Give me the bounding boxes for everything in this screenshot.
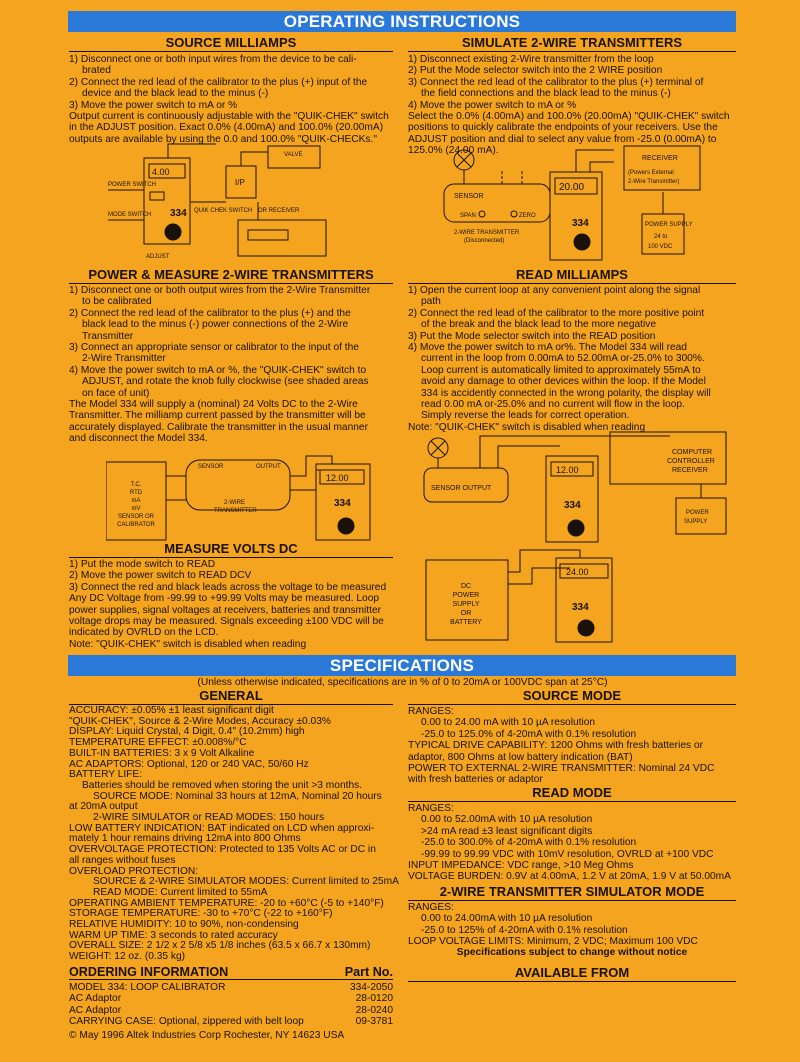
- computer-label: COMPUTER: [672, 449, 713, 456]
- ordering-item: MODEL 334: LOOP CALIBRATOR: [69, 982, 226, 993]
- text-line: 125.0% (24.00 mA).: [408, 145, 499, 157]
- general-title: GENERAL: [69, 689, 393, 705]
- receiver-note-1: (Powers External: [628, 170, 674, 176]
- text-line: 1) Put the mode switch to READ: [69, 559, 216, 570]
- source-mode-title: SOURCE MODE: [408, 689, 736, 705]
- ordering-item: AC Adaptor: [69, 993, 122, 1005]
- ma-label: mA: [131, 498, 141, 504]
- spec-line: RANGES:: [408, 803, 454, 814]
- valve-label: VALVE: [284, 152, 303, 158]
- ordering-row: [69, 1005, 393, 1016]
- spec-line: SOURCE MODE: Nominal 33 hours at 12mA, Nominal 20 hours: [93, 790, 382, 802]
- lcd-readout: 20.00: [559, 182, 585, 193]
- text-line: current in the loop from 0.00mA to 52.00mA or-25.0% to 300%.: [421, 353, 705, 365]
- text-line: of the break and the black lead to the more negative: [421, 319, 657, 331]
- text-line: indicated by OVRLD on the LCD.: [69, 627, 219, 639]
- available-from-title: AVAILABLE FROM: [408, 966, 736, 982]
- text-line: Transmitter: [82, 330, 134, 342]
- transmitter-label: 2-WIRE TRANSMITTER: [454, 230, 520, 236]
- power-supply-label: POWER SUPPLY: [645, 222, 693, 228]
- spec-line: OPERATING AMBIENT TEMPERATURE: -20 to +60°C (-5 to +140°F): [69, 897, 384, 909]
- text-line: 1) Open the current loop at any convenient point along the signal: [408, 285, 701, 296]
- spec-line: ACCURACY: ±0.05% ±1 least significant digit: [69, 705, 274, 716]
- spec-line: adaptor, 800 Ohms at low battery indication (BAT): [408, 751, 633, 763]
- ordering-row: [69, 982, 393, 993]
- span-label: SPAN: [460, 213, 476, 219]
- mv-label: mV: [131, 506, 141, 512]
- spec-line: at 20mA output: [69, 801, 138, 813]
- measure-volts-title: MEASURE VOLTS DC: [69, 542, 393, 558]
- spec-line: AC ADAPTORS: Optional, 120 or 240 VAC, 50/60 Hz: [69, 758, 309, 770]
- spec-line: RELATIVE HUMIDITY: 10 to 90%, non-condensing: [69, 919, 299, 931]
- text-line: 2-Wire Transmitter: [82, 353, 166, 365]
- text-line: in the ADJUST position. Exact 0.0% (4.00mA) and 100.0% (20.00mA): [69, 122, 384, 134]
- text-line: black lead to the minus (-) power connections of the 2-Wire: [82, 319, 349, 331]
- sensor-label: SENSOR: [198, 464, 224, 470]
- measure-volts-text: [69, 559, 399, 650]
- ordering-row: [69, 1016, 393, 1027]
- lcd-readout: 12.00: [326, 473, 349, 483]
- ordering-item: AC Adaptor: [69, 1004, 122, 1016]
- quik-chek-label: QUIK CHEK SWITCH: [194, 208, 253, 214]
- text-line: 3) Put the Mode selector switch into the READ position: [408, 330, 656, 342]
- supply-label: SUPPLY: [452, 601, 480, 608]
- spec-line: >24 mA read ±3 least significant digits: [421, 825, 593, 837]
- controller-label: CONTROLLER: [667, 458, 715, 465]
- text-line: 1) Disconnect existing 2-Wire transmitter from the loop: [408, 54, 654, 65]
- text-line: Select the 0.0% (4.00mA) and 100.0% (20.00mA) "QUIK-CHEK" switch: [408, 111, 730, 123]
- read-mode-specs: [408, 803, 742, 883]
- power-switch-label: POWER SWITCH: [108, 182, 156, 188]
- spec-line: READ MODE: Current limited to 55mA: [93, 886, 268, 898]
- transmitter-label-2: TRANSMITTER: [214, 508, 257, 514]
- text-line: outputs are available by using the 0.0 and 100.0% "QUIK-CHECKs.": [69, 133, 377, 145]
- receiver-note-2: 2-Wire Transmitter): [628, 179, 680, 185]
- part-number: 28-0120: [355, 993, 393, 1005]
- text-line: Note: "QUIK-CHEK" switch is disabled when reading: [69, 638, 307, 650]
- text-line: 2) Connect the red lead of the calibrator to the plus (+) and the: [69, 307, 351, 319]
- specifications-banner: [68, 655, 736, 676]
- spec-line: LOOP VOLTAGE LIMITS: Minimum, 2 VDC; Maximum 100 VDC: [408, 936, 698, 948]
- text-line: on face of unit): [82, 387, 150, 399]
- spec-line: SOURCE & 2-WIRE SIMULATOR MODES: Current limited to 25mA: [93, 876, 399, 888]
- text-line: 3) Move the power switch to mA or %: [69, 99, 238, 111]
- model-label: 334: [564, 500, 581, 511]
- sim-mode-title: 2-WIRE TRANSMITTER SIMULATOR MODE: [408, 885, 736, 901]
- supply-label: SUPPLY: [684, 519, 708, 525]
- lcd-readout: 24.00: [566, 567, 589, 577]
- power-supply-value: 24 to: [654, 234, 668, 240]
- tc-label: T.C.: [130, 482, 142, 488]
- source-milliamps-text: [69, 54, 399, 145]
- sensor-label: SENSOR: [454, 193, 484, 200]
- disconnected-label: (Disconnected): [464, 238, 505, 244]
- spec-line: 0.00 to 24.00mA with 10 µA resolution: [421, 913, 593, 925]
- text-line: accurately displayed. Calibrate the transmitter in the usual manner: [69, 421, 368, 433]
- spec-line: TEMPERATURE EFFECT: ±0.008%/°C: [69, 737, 247, 749]
- source-mode-specs: [408, 706, 742, 786]
- text-line: 2) Put the Mode selector switch into the 2 WIRE position: [408, 65, 663, 77]
- text-line: 4) Move the power switch to mA or %: [408, 99, 577, 111]
- text-line: The Model 334 will supply a (nominal) 24 Volts DC to the 2-Wire: [69, 399, 358, 411]
- part-no-header: Part No.: [344, 965, 393, 979]
- spec-line: BATTERY LIFE:: [69, 769, 143, 781]
- power-measure-diagram: [106, 446, 392, 542]
- spec-line: 0.00 to 52.00mA with 10 µA resolution: [421, 814, 593, 826]
- sensor-output-label: SENSOR OUTPUT: [431, 485, 492, 492]
- ordering-title: ORDERING INFORMATION: [69, 965, 229, 979]
- read-milliamps-diagram: [420, 428, 732, 546]
- read-milliamps-text: [408, 285, 740, 433]
- specifications-title: SPECIFICATIONS: [329, 656, 475, 675]
- ip-label: I/P: [235, 178, 245, 187]
- power-label: POWER: [686, 510, 709, 516]
- spec-line: 0.00 to 24.00 mA with 10 µA resolution: [421, 717, 596, 729]
- text-line: brated: [82, 65, 111, 77]
- source-milliamps-diagram: [108, 140, 340, 262]
- text-line: Simply reverse the leads for correct operation.: [421, 410, 630, 422]
- rtd-label: RTD: [129, 490, 143, 496]
- spec-line: mately 1 hour remains driving 12mA into 800 Ohms: [69, 833, 301, 845]
- text-line: and disconnect the Model 334.: [69, 433, 208, 445]
- power-label: POWER: [452, 592, 480, 599]
- text-line: 3) Connect an appropriate sensor or calibrator to the input of the: [69, 342, 359, 354]
- text-line: ADJUST, and rotate the knob fully clockwise (see shaded areas: [82, 376, 369, 388]
- text-line: power supplies, signal voltages at receivers, batteries and transmitter: [69, 604, 382, 616]
- text-line: 2) Connect the red lead of the calibrator to the plus (+) input of the: [69, 76, 368, 88]
- text-line: 334 is accidently connected in the wrong polarity, the display will: [421, 387, 711, 399]
- text-line: 2) Move the power switch to READ DCV: [69, 570, 252, 582]
- read-mode-title: READ MODE: [408, 786, 736, 802]
- text-line: read 0.00 mA or-25.0% and no current will flow in the loop.: [421, 399, 685, 411]
- spec-line: LOW BATTERY INDICATION: BAT indicated on LCD when approxi-: [69, 822, 375, 834]
- receiver-label: RECEIVER: [672, 467, 708, 474]
- adjust-label: ADJUST: [146, 254, 170, 260]
- zero-label: ZERO: [519, 213, 536, 219]
- model-label: 334: [170, 208, 187, 219]
- text-line: to be calibrated: [82, 296, 152, 308]
- power-measure-title: POWER & MEASURE 2-WIRE TRANSMITTERS: [69, 268, 393, 284]
- spec-line: RANGES:: [408, 706, 454, 717]
- text-line: avoid any damage to other devices within the loop. If the Model: [421, 376, 706, 388]
- read-milliamps-title: READ MILLIAMPS: [408, 268, 736, 284]
- part-number: 334-2050: [349, 982, 393, 993]
- spec-line: OVERVOLTAGE PROTECTION: Protected to 135 Volts AC or DC in: [69, 844, 376, 856]
- power-supply-value-2: 100 VDC: [648, 244, 673, 250]
- spec-line: -25.0 to 125% of 4-20mA with 0.1% resolution: [421, 924, 628, 936]
- part-number: 28-0240: [355, 1004, 393, 1016]
- spec-line: BUILT-IN BATTERIES: 3 x 9 Volt Alkaline: [69, 747, 255, 759]
- general-specs: [69, 706, 404, 963]
- source-milliamps-title: SOURCE MILLIAMPS: [69, 36, 393, 52]
- spec-line: -25.0 to 300.0% of 4-20mA with 0.1% resolution: [421, 837, 637, 849]
- spec-line: 2-WIRE SIMULATOR or READ MODES: 150 hours: [93, 812, 325, 824]
- spec-line: "QUIK-CHEK", Source & 2-Wire Modes, Accuracy ±0.03%: [69, 715, 331, 727]
- banner-title: OPERATING INSTRUCTIONS: [283, 12, 521, 31]
- spec-line: STORAGE TEMPERATURE: -30 to +70°C (-22 to +160°F): [69, 908, 333, 920]
- text-line: Note: "QUIK-CHEK" switch is disabled when reading: [408, 421, 646, 433]
- text-line: 1) Disconnect one or both input wires from the device to be cali-: [69, 54, 357, 65]
- ordering-list: [69, 982, 393, 1028]
- spec-line: WEIGHT: 12 oz. (0.35 kg): [69, 951, 186, 963]
- text-line: device and the black lead to the minus (-): [82, 88, 269, 100]
- text-line: 3) Connect the red and black leads across the voltage to be measured: [69, 581, 387, 593]
- text-line: positions to quickly calibrate the endpoints of your receivers. Use the: [408, 122, 718, 134]
- text-line: the field connections and the black lead to the minus (-): [421, 88, 671, 100]
- text-line: 3) Connect the red lead of the calibrator to the plus (+) terminal of: [408, 76, 704, 88]
- output-label: OUTPUT: [256, 464, 281, 470]
- sim-mode-specs: [408, 902, 742, 948]
- spec-line: all ranges without fuses: [69, 854, 176, 866]
- text-line: Transmitter. The milliamp current passed by the transmitter will be: [69, 410, 366, 422]
- battery-label: BATTERY: [450, 619, 482, 626]
- text-line: path: [421, 296, 441, 308]
- text-line: 4) Move the power switch to mA or%. The Model 334 will read: [408, 342, 687, 354]
- operating-instructions-banner: [68, 11, 736, 32]
- simulate-transmitters-diagram: [442, 140, 710, 264]
- spec-line: OVERALL SIZE: 2 1/2 x 2 5/8 x5 1/8 inches (63.5 x 66.7 x 130mm): [69, 940, 371, 952]
- text-line: Output current is continuously adjustable with the "QUIK-CHEK" switch: [69, 111, 389, 123]
- specifications-subtitle: (Unless otherwise indicated, specifications are in % of 0 to 20mA or 100VDC span at 25°C): [197, 677, 608, 688]
- spec-line: Batteries should be removed when storing the unit >3 months.: [82, 779, 363, 791]
- ordering-item: CARRYING CASE: Optional, zippered with belt loop: [69, 1016, 304, 1028]
- dc-label: DC: [460, 583, 472, 590]
- spec-line: WARM UP TIME: 3 seconds to rated accuracy: [69, 929, 278, 941]
- ordering-header: [69, 965, 393, 980]
- copyright: © May 1996 Altek Industries Corp Rochester, NY 14623 USA: [69, 1030, 345, 1041]
- text-line: Any DC Voltage from -99.99 to +99.99 Volts may be measured. Loop: [69, 593, 380, 605]
- spec-line: -25.0 to 125.0% of 4-20mA with 0.1% resolution: [421, 728, 637, 740]
- lcd-readout: 4.00: [152, 167, 170, 177]
- sensor-or-label: SENSOR OR: [117, 514, 155, 520]
- spec-line: POWER TO EXTERNAL 2-WIRE TRANSMITTER: Nominal 24 VDC: [408, 763, 715, 775]
- receiver-label: OR RECEIVER: [258, 208, 300, 214]
- text-line: 4) Move the power switch to mA or %, the "QUIK-CHEK" switch to: [69, 364, 367, 376]
- lcd-readout: 12.00: [556, 465, 579, 475]
- spec-line: with fresh batteries or adaptor: [408, 774, 543, 786]
- text-line: 2) Connect the red lead of the calibrator to the more positive point: [408, 307, 705, 319]
- text-line: voltage drops may be measured. Signals exceeding ±100 VDC will be: [69, 616, 384, 628]
- spec-line: -99.99 to 99.99 VDC with 10mV resolution, OVRLD at +100 VDC: [421, 848, 714, 860]
- simulate-transmitters-title: SIMULATE 2-WIRE TRANSMITTERS: [408, 36, 736, 52]
- model-label: 334: [334, 498, 351, 509]
- ordering-row: [69, 993, 393, 1004]
- spec-line: VOLTAGE BURDEN: 0.9V at 4.00mA, 1.2 V at 20mA, 1.9 V at 50.00mA: [408, 871, 731, 883]
- measure-volts-diagram: [424, 546, 624, 646]
- model-label: 334: [572, 602, 589, 613]
- text-line: ADJUST position and dial to select any value from -25.0 (0.00mA) to: [408, 133, 717, 145]
- spec-line: TYPICAL DRIVE CAPABILITY: 1200 Ohms with fresh batteries or: [408, 740, 703, 752]
- spec-line: INPUT IMPEDANCE: VDC range, >10 Meg Ohms: [408, 860, 634, 872]
- spec-change-note: Specifications subject to change without notice: [456, 947, 688, 958]
- or-label: OR: [460, 610, 472, 617]
- text-line: Loop current is automatically limited to approximately 55mA to: [421, 364, 701, 376]
- mode-switch-label: MODE SWITCH: [108, 212, 152, 218]
- transmitter-label-1: 2-WIRE: [224, 500, 245, 506]
- calibrator-label: CALIBRATOR: [117, 522, 155, 528]
- receiver-label: RECEIVER: [642, 155, 678, 162]
- text-line: 1) Disconnect one or both output wires from the 2-Wire Transmitter: [69, 285, 371, 296]
- power-measure-text: [69, 285, 399, 445]
- spec-line: OVERLOAD PROTECTION:: [69, 865, 199, 877]
- spec-line: DISPLAY: Liquid Crystal, 4 Digit, 0.4" (10.2mm) high: [69, 726, 305, 738]
- spec-line: RANGES:: [408, 902, 454, 913]
- part-number: 09-3781: [355, 1016, 393, 1028]
- model-label: 334: [572, 218, 589, 229]
